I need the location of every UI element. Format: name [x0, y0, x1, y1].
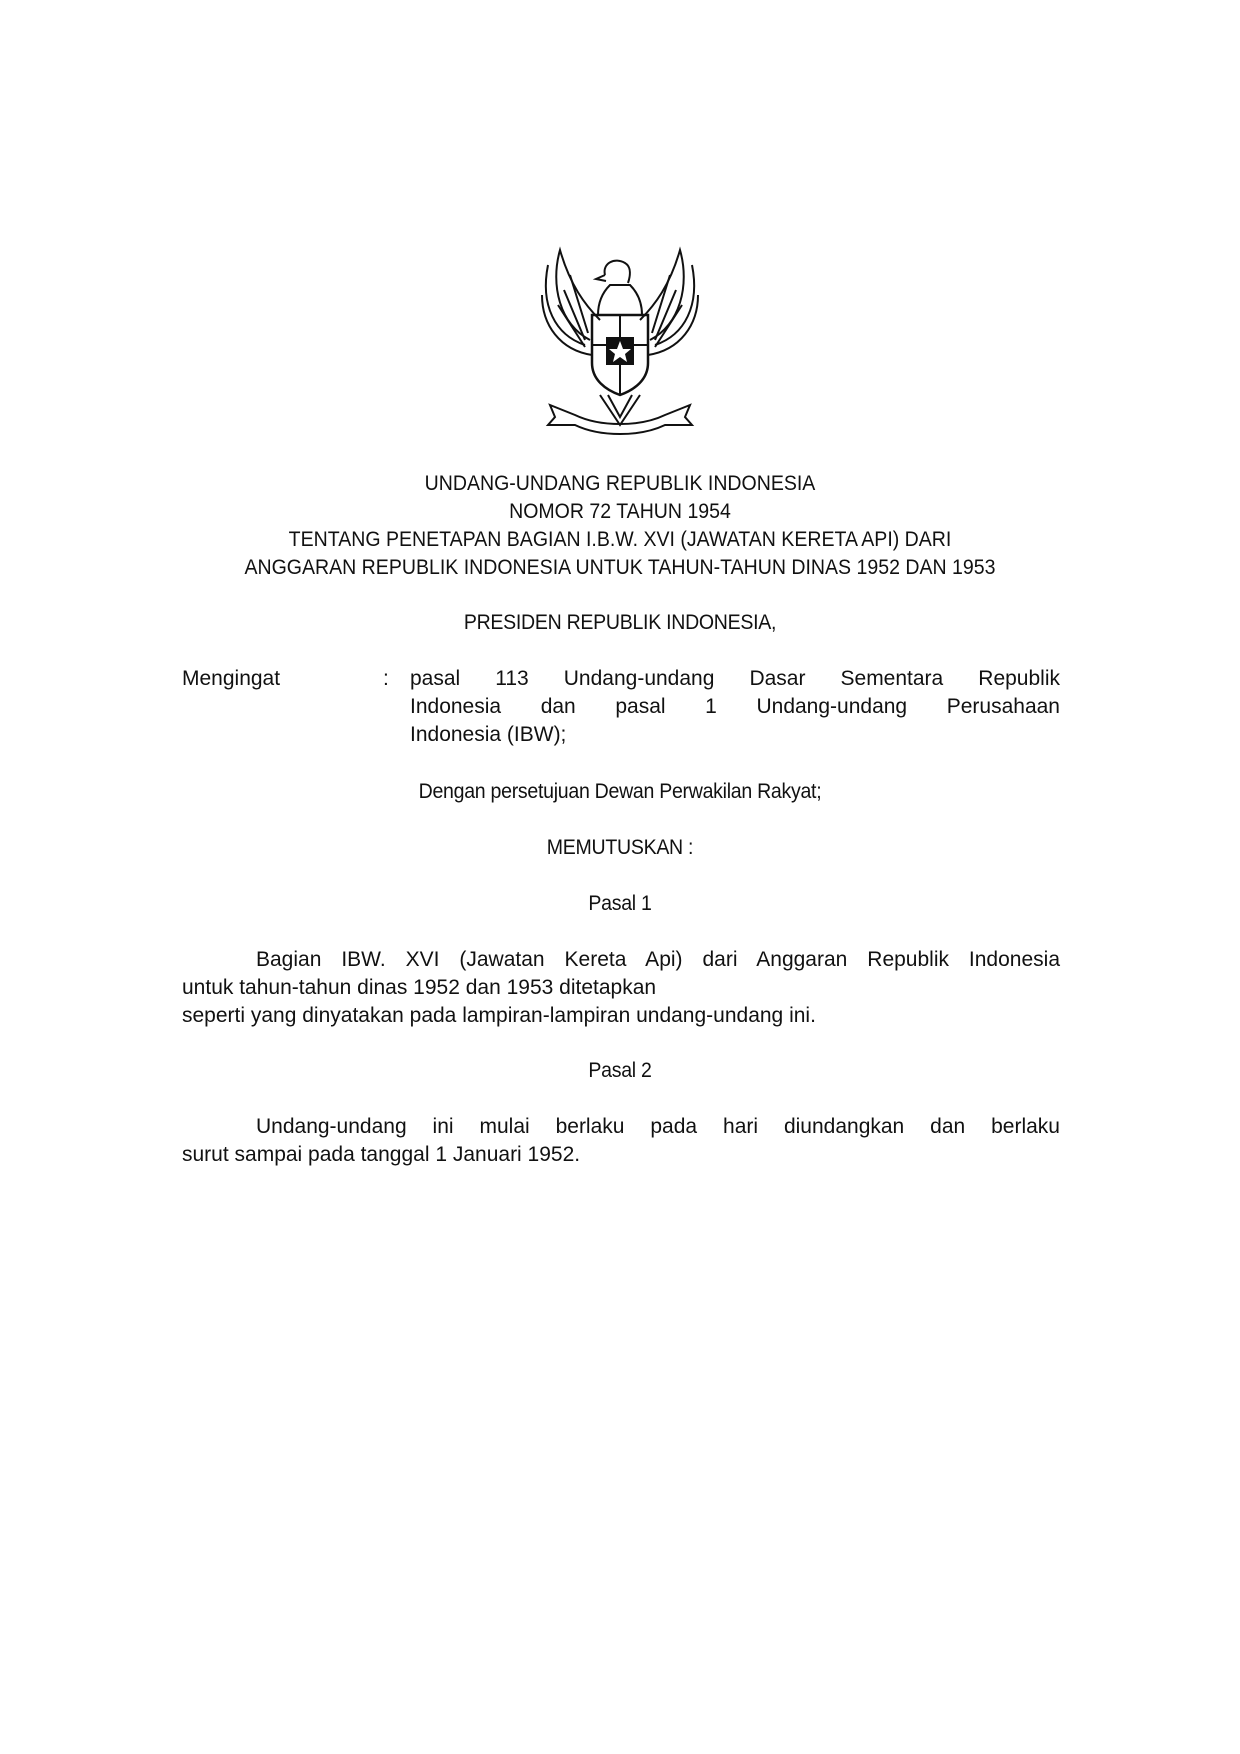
mengingat-line-3: Indonesia (IBW); [410, 723, 567, 746]
mengingat-line-1: pasal 113 Undang-undang Dasar Sementara Republik [410, 667, 1060, 690]
title-line-2: NOMOR 72 TAHUN 1954 [509, 500, 731, 523]
pasal-1-line-1: Bagian IBW. XVI (Jawatan Kereta Api) dari Anggaran Republik Indonesia [256, 948, 1060, 971]
mengingat-colon: : [383, 667, 389, 690]
pasal-1-line-2: untuk tahun-tahun dinas 1952 dan 1953 ditetapkan [182, 976, 657, 999]
president-heading: PRESIDEN REPUBLIK INDONESIA, [463, 611, 777, 634]
memutuskan-heading: MEMUTUSKAN : [546, 836, 694, 859]
pasal-2-line-1: Undang-undang ini mulai berlaku pada hari diundangkan dan berlaku [256, 1115, 1060, 1138]
pasal-2-body [182, 1113, 1060, 1169]
pasal-1-heading: Pasal 1 [588, 892, 652, 915]
mengingat-line-2: Indonesia dan pasal 1 Undang-undang Perusahaan [410, 695, 1060, 718]
pasal-1-line-3: seperti yang dinyatakan pada lampiran-lampiran undang-undang ini. [182, 1004, 816, 1027]
title-line-3: TENTANG PENETAPAN BAGIAN I.B.W. XVI (JAWATAN KERETA API) DARI [288, 528, 952, 551]
pasal-2-line-2: surut sampai pada tanggal 1 Januari 1952. [182, 1143, 581, 1166]
title-line-4: ANGGARAN REPUBLIK INDONESIA UNTUK TAHUN-TAHUN DINAS 1952 DAN 1953 [244, 556, 996, 579]
pasal-2-heading: Pasal 2 [588, 1059, 652, 1082]
document-title [0, 470, 1240, 582]
mengingat-label: Mengingat [182, 667, 281, 690]
mengingat-text [410, 665, 1060, 749]
title-line-1: UNDANG-UNDANG REPUBLIK INDONESIA [424, 472, 816, 495]
pasal-1-body [182, 946, 1060, 1030]
persetujuan-text: Dengan persetujuan Dewan Perwakilan Rakyat; [418, 780, 822, 803]
garuda-pancasila-emblem-icon [530, 245, 710, 445]
